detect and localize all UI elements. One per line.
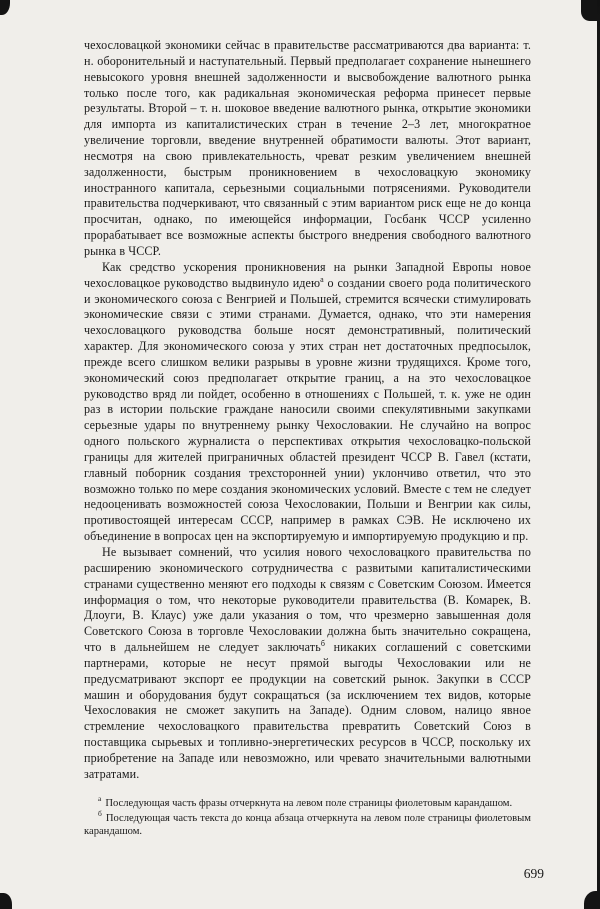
scan-artifact-top-left [0,0,10,15]
paragraph-text: никаких соглашений с советскими партнерами, которые не несут прямой выгоды Чехословакии или не предусматривают экспорт ее продукции на советский рынок. Закупки в СССР машин и оборудования будут сокращаться (за исключением тех видов, которые Чехословакия не сможет закупить на Западе). Одним словом, налицо явное стремление чехословацкого правительства превратить Советский Союз в поставщика сырьевых и топливно-энергетических ресурсов в ЧССР, поскольку их приобретение на Западе или невозможно, или чревато значительными валютными затратами. [84,640,531,781]
paragraph-text: Не вызывает сомнений, что усилия нового чехословацкого правительства по расширению экономического сотрудничества с развитыми капиталистическими странами существенно меняют его подходы к связям с Советским Союзом. Имеется информация о том, что некоторые руководители правительства (В. Комарек, В. Длоуги, В. Клаус) уже дали указания о том, что чрезмерно завышенная доля Советского Союза в торговле Чехословакии должна быть значительно сокращена, что в дальнейшем не следует заключать [84,545,531,655]
footnote-b [84,809,531,839]
paragraph [84,260,531,545]
scan-artifact-bottom-right [584,891,600,909]
footnote-a-marker: а [98,794,102,804]
paragraph-text: чехословацкой экономики сейчас в правительстве рассматриваются два варианта: т. н. оборонительный и наступательный. Первый предполагает сохранение нынешнего невысокого уровня внешней задолженности и высвобождение валютного рынка только после того, как радикальная экономическая реформа принесет первые результаты. Второй – т. н. шоковое введение валютного рынка, открытие экономики для импорта из капиталистических стран в течение 2–3 лет, многократное увеличение торговли, введение внутренней обратимости валюты. Этот вариант, несмотря на свою привлекательность, чреват резким увеличением внешней задолженности, быстрым проникновением в чехословацкую экономику иностранного капитала, серьезными социальными потрясениями. Руководители правительства подчеркивают, что связанный с этим вариантом риск еще не до конца просчитан, однако, по имеющейся информации, Госбанк ЧССР усиленно прорабатывает все возможные аспекты быстрого внедрения свободного валютного рынка в ЧССР. [84,38,531,258]
paragraph-text: Как средство ускорения проникновения на рынки Западной Европы новое чехословацкое руководство выдвинуло идею [84,259,531,290]
footnote-a-text: Последующая часть фразы отчеркнута на левом поле страницы фиолетовым карандашом. [105,798,513,809]
paragraph [84,545,531,783]
page-number: 699 [523,866,544,881]
footnotes-section [84,794,531,840]
footnote-b-text: Последующая часть текста до конца абзаца отчеркнута на левом поле страницы фиолетовым карандашом. [84,812,531,838]
footnote-a [84,794,531,811]
paragraph [84,38,531,260]
body-text [84,38,531,783]
paragraph-text: о создании своего рода политического и экономического союза с Венгрией и Польшей, стремится всячески стимулировать экономические связи с этими странами. Думается, однако, что эти намерения чехословацкого руководства больше носят демонстративный, политический характер. Для экономического союза у этих стран нет достаточных предпосылок, прежде всего слишком велики разрывы в уровне жизни трудящихся. Кроме того, экономический союз предполагает открытие границ, а на это чехословацкое руководство вряд ли пойдет, особенно в отношениях с Польшей, т. к. уже не один раз в истории польские граждане наносили своими спекулятивными закупками серьезные удары по внутреннему рынку Чехословакии. Не случайно на вопрос одного польского журналиста о перспективах открытия чехословацко-польской границы для жителей приграничных областей президент ЧССР В. Гавел (кстати, главный поборник создания трехсторонней унии) уклончиво ответил, что это возможно только по мере создания экономических условий. Вместе с тем не следует недооценивать возможностей союза Чехословакии, Польши и Венгрии как силы, противостоящей интересам СССР, например в рамках СЭВ. Не исключено их объединение в вопросах цен на экспортируемую и импортируемую продукцию и пр. [84,275,531,544]
footnote-ref-b: б [320,639,325,649]
scan-artifact-bottom-left [0,893,12,909]
footnote-b-marker: б [98,809,102,819]
footnote-ref-a: а [320,274,324,284]
